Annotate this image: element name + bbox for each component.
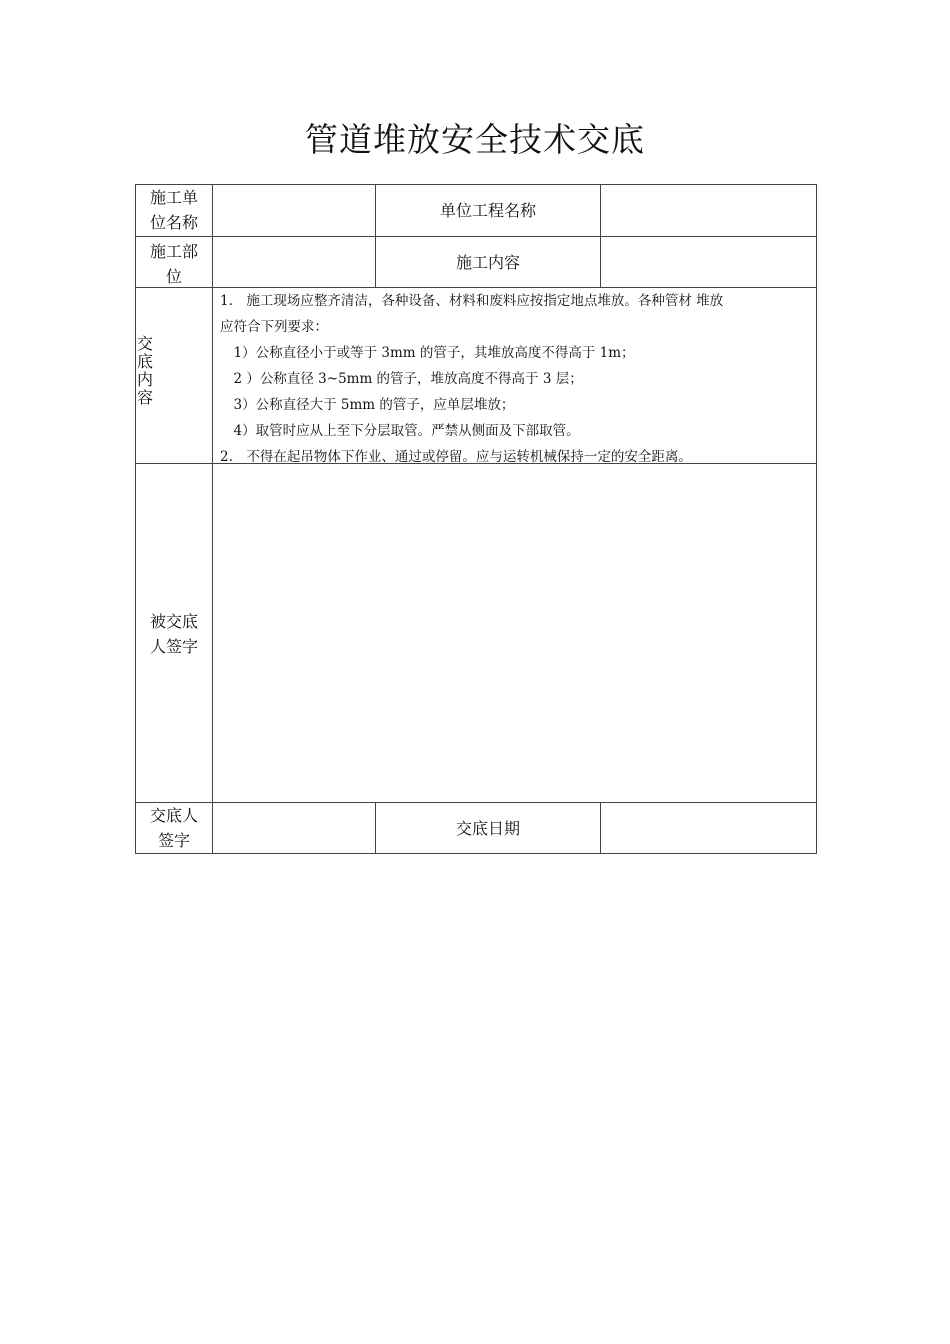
content-line: 4）取管时应从上至下分层取管。严禁从侧面及下部取管。 — [220, 423, 580, 439]
content-line: 1）公称直径小于或等于 3mm 的管子，其堆放高度不得高于 1m； — [220, 345, 635, 361]
label-line: 签字 — [157, 831, 190, 850]
page-title: 管道堆放安全技术交底 — [305, 120, 645, 159]
project-name-value[interactable] — [601, 185, 816, 236]
disclosure-content-text — [220, 288, 816, 463]
disclosure-date-label — [376, 816, 600, 841]
disclosure-content-label — [137, 335, 153, 407]
content-line: 应符合下列要求： — [220, 319, 328, 335]
construction-part-value[interactable] — [213, 237, 375, 287]
receiver-signature-label — [136, 609, 212, 659]
content-line: 2. 不得在起吊物体下作业、通过或停留。应与运转机械保持一定的安全距离。 — [220, 449, 692, 463]
label-char: 交 — [137, 334, 154, 353]
label-line: 位名称 — [149, 213, 198, 232]
construction-unit-value[interactable] — [213, 185, 375, 236]
content-line: 2 ）公称直径 3~5mm 的管子，堆放高度不得高于 3 层； — [220, 371, 583, 387]
content-line: 3）公称直径大于 5mm 的管子，应单层堆放； — [220, 397, 515, 413]
discloser-signature-label — [136, 803, 212, 853]
table-border-bottom — [135, 853, 817, 854]
content-line: 1. 施工现场应整齐清洁，各种设备、材料和废料应按指定地点堆放。各种管材 堆放 — [220, 293, 724, 309]
construction-unit-label — [136, 185, 212, 235]
discloser-signature-value[interactable] — [213, 803, 375, 853]
project-name-label — [376, 198, 600, 223]
label-line: 人签字 — [149, 637, 198, 656]
label-line: 施工部 — [149, 242, 198, 261]
receiver-signature-area[interactable] — [213, 464, 816, 802]
disclosure-date-value[interactable] — [601, 803, 816, 853]
construction-content-label — [376, 250, 600, 275]
label-line: 被交底 — [149, 612, 198, 631]
label-char: 底 — [137, 352, 154, 371]
label-line: 施工单 — [149, 188, 198, 207]
table-border-right — [816, 184, 817, 854]
construction-content-value[interactable] — [601, 237, 816, 287]
label-line: 交底日期 — [455, 819, 520, 838]
construction-part-label — [136, 239, 212, 289]
label-char: 内 — [137, 370, 154, 389]
label-line: 交底人 — [149, 806, 198, 825]
label-line: 施工内容 — [455, 253, 520, 272]
label-line: 单位工程名称 — [439, 201, 536, 220]
label-line: 位 — [165, 267, 182, 286]
label-char: 容 — [137, 388, 154, 407]
